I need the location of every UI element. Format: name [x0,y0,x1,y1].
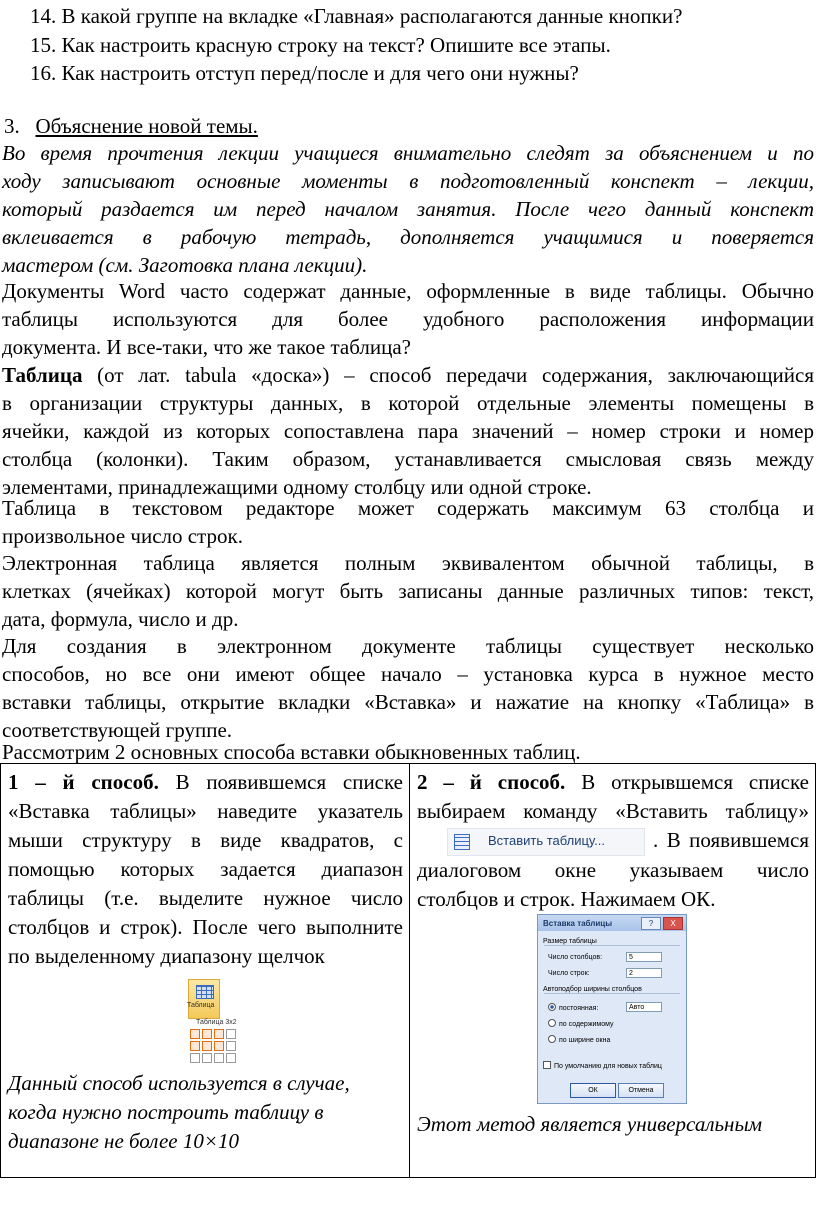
question-15: 15. Как настроить красную строку на текст? Опишите все этапы. [30,33,611,57]
radio-icon [548,1035,556,1043]
rows-input[interactable]: 2 [626,968,662,978]
grid-cells[interactable] [190,1029,236,1063]
fixed-width-radio[interactable]: постоянная: [548,1003,598,1013]
cancel-button[interactable]: Отмена [618,1083,664,1098]
autofit-content-radio[interactable]: по содержимому [548,1019,614,1029]
section-number: 3. [4,114,20,138]
table-grid-picker: Таблица Таблица 3x2 [178,979,248,1069]
insert-table-menu-item[interactable]: Вставить таблицу... [447,828,645,856]
paragraph-creation-methods: Для создания в электронном документе таблицы существует несколько способов, но все они имеют общее начало – установка курса в нужное место вставки таблицы, открытие вкладки «Вставка» и нажатие на кнопку «Таблица» в соответствующей группе. [2,634,814,742]
paragraph-spreadsheet: Электронная таблица является полным эквивалентом обычной таблицы, в клетках (ячейках) которой могут быть записаны данные различных типов: текст, дата, формула, число и др. [2,551,814,631]
intro-italic-paragraph: Во время прочтения лекции учащиеся внимательно следят за объяснением и по ходу записывают основные моменты в подготовленный конспект – лекции, который раздается им перед началом занятия. После чего данный конспект вклеивается в рабочую тетрадь, дополняется учащимися и поверяется мастером (см. Заготовка плана лекции). [2,141,814,277]
fixed-width-input[interactable]: Авто [626,1002,662,1012]
method-1-heading: 1 – й способ. [8,770,159,794]
question-16: 16. Как настроить отступ перед/после и для чего они нужны? [30,61,579,85]
table-icon [454,834,470,850]
method-2-heading: 2 – й способ. [417,770,566,794]
paragraph-table-definition: Таблица (от лат. tabula «доска») – способ передачи содержания, заключающийся в организации структуры данных, в которой отдельные элементы помещены в ячейки, каждой из которых сопоставлена пара значений – номер строки и номер столбца (колонки). Таким образом, устанавливается смысловая связь между элементами, принадлежащими одному столбцу или одной строке. [2,363,814,499]
paragraph-max-columns: Таблица в текстовом редакторе может содержать максимум 63 столбца и произвольное число строк. [2,496,814,548]
method-2-cell: 2 – й способ. В открывшемся списке выбираем команду «Вставить таблицу» Вставить таблицу... . В появившемся диалоговом окне указываем число столбцов и строк. Нажимаем ОК. Вставка таблицы ? X Размер таблицы Число столбцов: 5 Число строк: 2 Автоподбор ширины столбцов постоянная: Авто по содержимому по ширине окна По умолчанию для новых таблиц ОК Отмена Этот метод является универсальным [410,764,816,1178]
method-1-cell: 1 – й способ. В появившемся списке «Вставка таблицы» наведите указатель мыши структуру в виде квадратов, с помощью которых задается диапазон таблицы (т.е. выделите нужное число столбцов и строк). После чего выполните по выделенному диапазону щелчок Таблица Таблица 3x2 Данный способ используется в случае, когда нужно построить таблицу в диапазоне не более 10×10 [1,764,410,1178]
close-button[interactable]: X [663,917,683,930]
default-checkbox[interactable]: По умолчанию для новых таблиц [543,1061,662,1071]
section-heading [4,112,258,140]
method-2-note: Этот метод является универсальным [417,1112,763,1137]
ok-button[interactable]: ОК [570,1083,616,1098]
table-button[interactable]: Таблица [188,979,220,1019]
radio-icon [548,1003,556,1011]
section-title: Объяснение новой темы. [35,114,258,138]
paragraph-two-methods: Рассмотрим 2 основных способа вставки обыкновенных таблиц. [2,740,581,764]
methods-table [0,763,816,1178]
checkbox-icon [543,1061,551,1069]
insert-table-dialog: Вставка таблицы ? X Размер таблицы Число столбцов: 5 Число строк: 2 Автоподбор ширины столбцов постоянная: Авто по содержимому по ширине окна По умолчанию для новых таблиц ОК Отмена [537,914,687,1104]
term-table: Таблица [2,363,83,387]
paragraph-word-tables: Документы Word часто содержат данные, оформленные в виде таблицы. Обычно таблицы используются для более удобного расположения информации документа. И все-таки, что же такое таблица? [2,279,814,359]
help-button[interactable]: ? [641,917,661,930]
table-icon [196,985,214,999]
method-1-note: Данный способ используется в случае, когда нужно построить таблицу в диапазоне не более 10×10 [8,1071,350,1153]
columns-input[interactable]: 5 [626,952,662,962]
autofit-window-radio[interactable]: по ширине окна [548,1035,610,1045]
radio-icon [548,1019,556,1027]
question-14: 14. В какой группе на вкладке «Главная» располагаются данные кнопки? [30,4,683,28]
